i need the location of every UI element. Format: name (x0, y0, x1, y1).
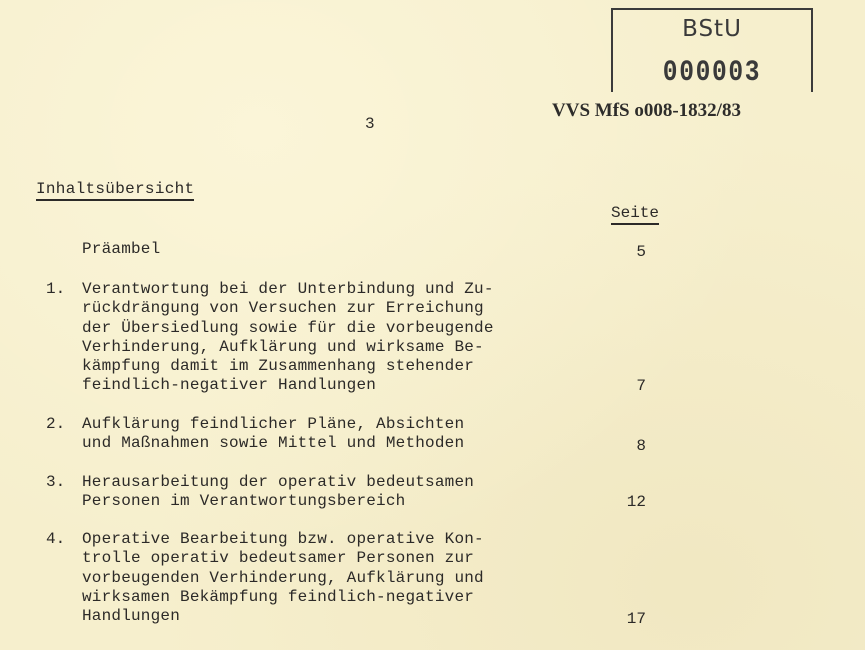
toc-entry-number: 4. (46, 530, 66, 548)
toc-entry-number: 1. (46, 280, 66, 298)
toc-entry-title (82, 280, 592, 396)
toc-entry-line: der Übersiedlung sowie für die vorbeugende (82, 318, 494, 337)
toc-entry-title: Präambel (82, 240, 161, 258)
toc-entry-line: Herausarbeitung der operativ bedeutsamen (82, 473, 475, 491)
toc-entry-line: Verantwortung bei der Unterbindung und Zu- (82, 280, 494, 298)
toc-entry-number: 2. (46, 415, 66, 433)
toc-heading: Inhaltsübersicht (36, 180, 194, 201)
toc-entry-title (82, 530, 592, 626)
toc-entry-line: kämpfung damit im Zusammenhang stehender (82, 357, 475, 376)
toc-entry-line: rückdrängung von Versuchen zur Erreichung (82, 299, 484, 318)
toc-entry-line: und Maßnahmen sowie Mittel und Methoden (82, 434, 465, 453)
archive-stamp (611, 8, 813, 92)
toc-entry-title (82, 473, 592, 512)
toc-entry-line: vorbeugenden Verhinderung, Aufklärung und (82, 568, 484, 587)
toc-entry-line: Aufklärung feindlicher Pläne, Absichten (82, 415, 465, 433)
toc-entry-title (82, 415, 592, 454)
page-column-label: Seite (611, 204, 659, 225)
toc-entry-page: 12 (626, 493, 646, 511)
classification-mark: VVS MfS o008-1832/83 (552, 100, 741, 121)
toc-entry-line: trolle operativ bedeutsamer Personen zur (82, 549, 475, 568)
toc-entry-line: wirksamen Bekämpfung feindlich-negativer (82, 587, 475, 606)
toc-entry-line: Personen im Verantwortungsbereich (82, 492, 406, 511)
toc-entry-line: Operative Bearbeitung bzw. operative Kon- (82, 530, 484, 548)
toc-entry-line: Verhinderung, Aufklärung und wirksame Be- (82, 337, 484, 356)
toc-entry-page: 5 (636, 243, 646, 261)
toc-entry-line: Handlungen (82, 607, 181, 626)
page-number: 3 (365, 115, 375, 133)
toc-entry-line: feindlich-negativer Handlungen (82, 376, 377, 395)
toc-entry-page: 7 (636, 377, 646, 395)
stamp-organization: BStU (682, 16, 742, 42)
stamp-number: 000003 (662, 56, 762, 90)
toc-entry-number: 3. (46, 473, 66, 491)
toc-entry-page: 17 (626, 610, 646, 628)
toc-entry-page: 8 (636, 437, 646, 455)
